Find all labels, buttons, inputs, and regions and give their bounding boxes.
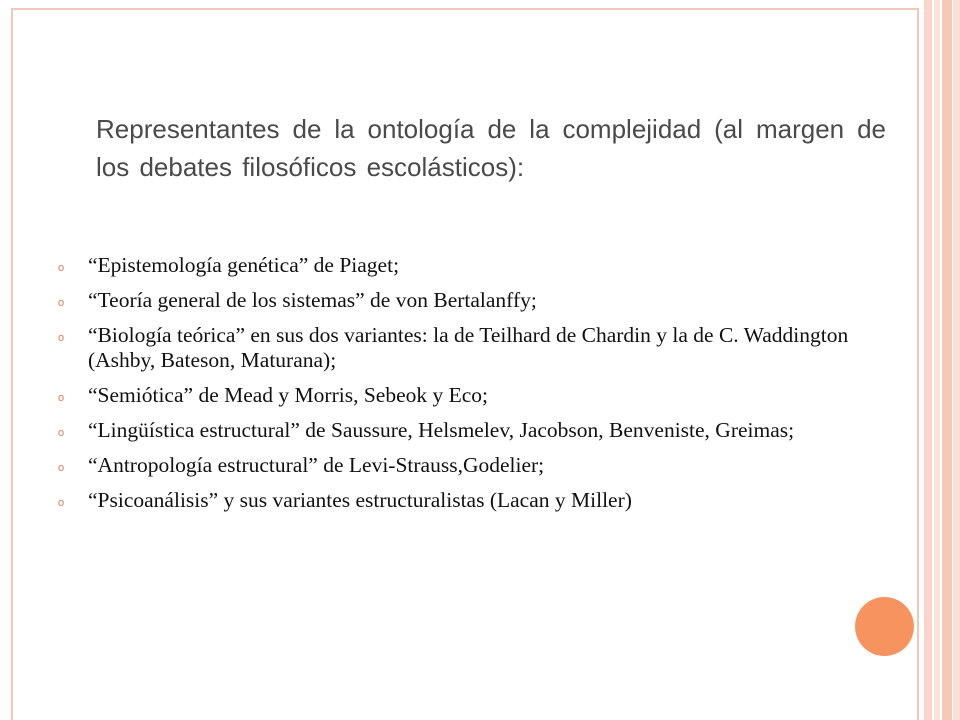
decorative-stripe xyxy=(942,0,952,720)
list-item xyxy=(58,418,878,443)
bullet-icon: o xyxy=(58,332,65,344)
list-item xyxy=(58,453,878,478)
bullet-icon: o xyxy=(58,497,65,509)
list-item-text: “Psicoanálisis” y sus variantes estructuralistas (Lacan y Miller) xyxy=(88,488,632,512)
list-item-text: “Lingüística estructural” de Saussure, Helsmelev, Jacobson, Benveniste, Greimas; xyxy=(88,418,795,442)
list-item-text: “Epistemología genética” de Piaget; xyxy=(88,253,400,277)
bullet-icon: o xyxy=(58,392,65,404)
list-item xyxy=(58,488,878,513)
decorative-stripe xyxy=(953,0,960,720)
list-item-text: “Biología teórica” en sus dos variantes: la de Teilhard de Chardin y la de C. Waddington (Ashby, Bateson, Maturana); xyxy=(88,323,849,372)
list-item xyxy=(58,323,878,373)
bullet-icon: o xyxy=(58,297,65,309)
decorative-stripe xyxy=(934,0,940,720)
list-item xyxy=(58,288,878,313)
list-item-text: “Antropología estructural” de Levi-Strauss,Godelier; xyxy=(88,453,545,477)
list-item-text: “Semiótica” de Mead y Morris, Sebeok y Eco; xyxy=(88,383,489,407)
bullet-icon: o xyxy=(58,427,65,439)
bullet-icon: o xyxy=(58,462,65,474)
list-item xyxy=(58,383,878,408)
list-item-text: “Teoría general de los sistemas” de von Bertalanffy; xyxy=(88,288,537,312)
bullet-icon: o xyxy=(58,262,65,274)
slide-title: Representantes de la ontología de la complejidad (al margen de los debates filosóficos escolásticos): xyxy=(96,114,886,182)
decorative-stripe xyxy=(924,0,932,720)
bullet-list xyxy=(58,253,878,523)
decorative-circle xyxy=(855,597,914,656)
list-item xyxy=(58,253,878,278)
